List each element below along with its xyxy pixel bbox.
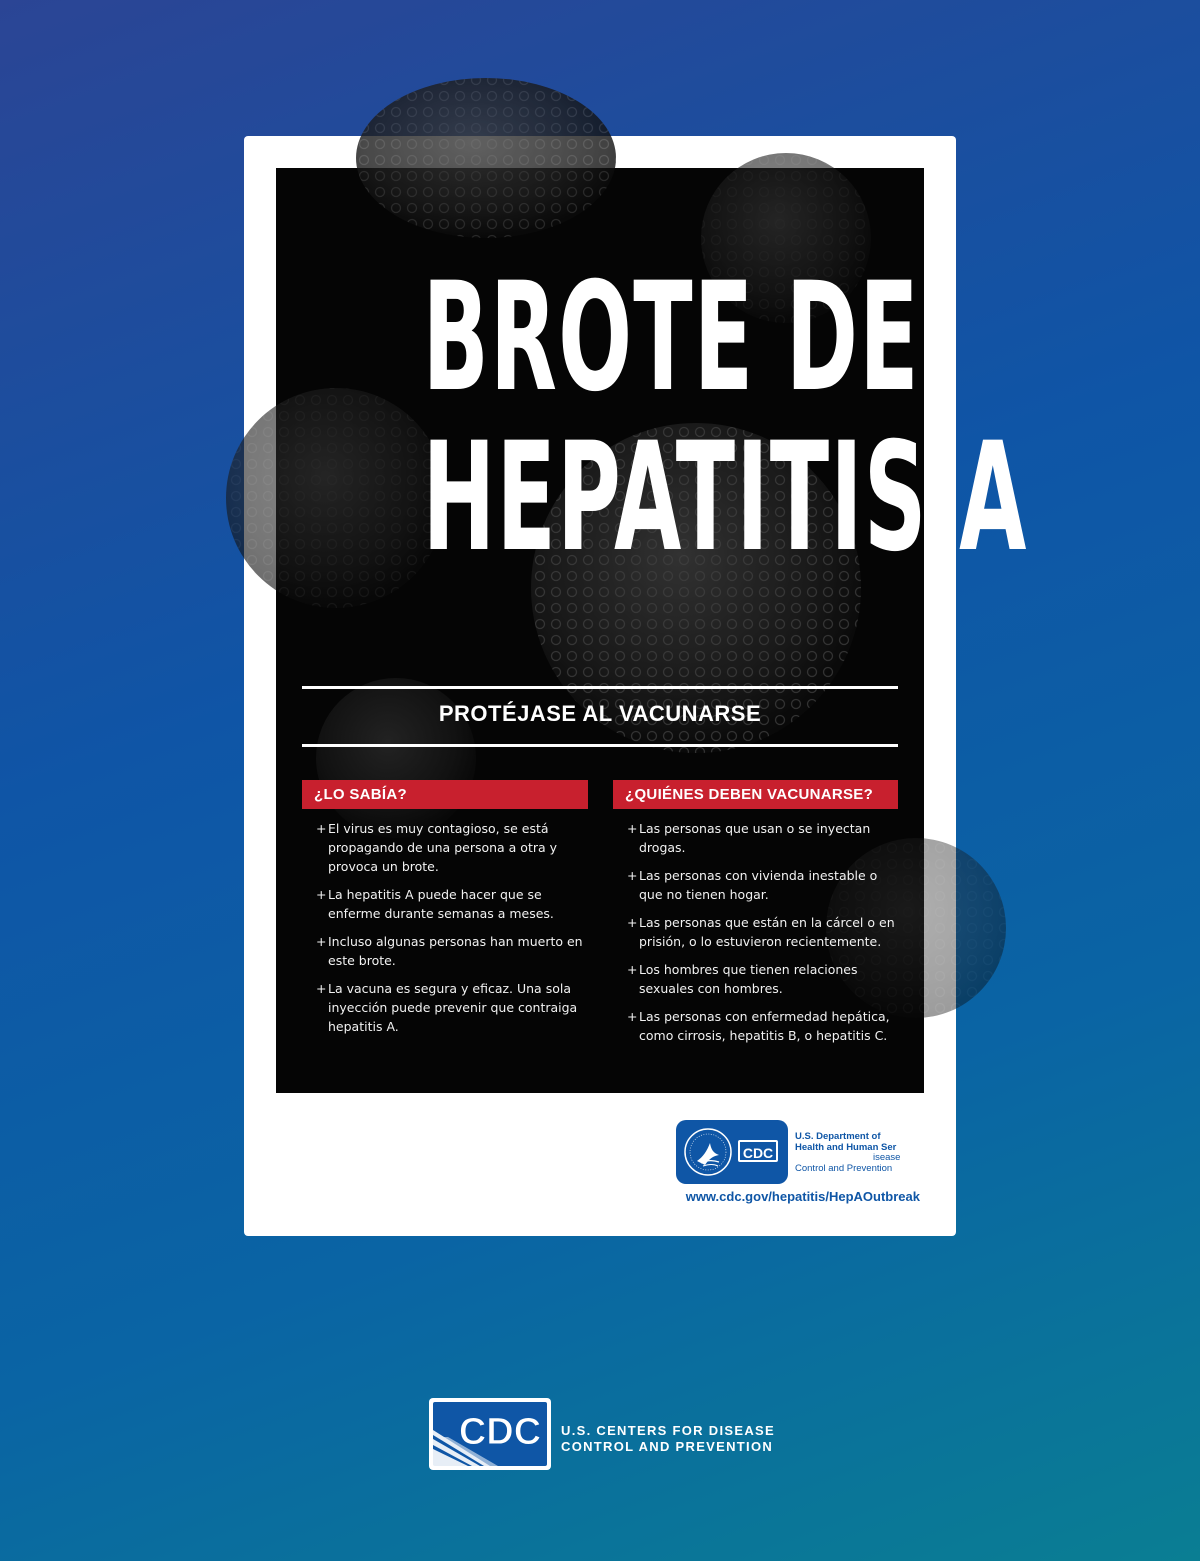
plus-icon: + (316, 981, 327, 996)
cdc-org-line-1: U.S. CENTERS FOR DISEASE (561, 1423, 775, 1438)
hhs-cdc-mark: CDC (738, 1140, 778, 1162)
plus-icon: + (627, 915, 638, 930)
list-item: + La vacuna es segura y eficaz. Una sola inyección puede prevenir que contraiga hepatitis A. (316, 981, 578, 1034)
plus-icon: + (316, 821, 327, 836)
plus-icon: + (627, 1009, 638, 1024)
plus-icon: + (627, 962, 638, 977)
cdc-logo-icon (428, 1397, 552, 1471)
outbreak-url-link[interactable]: www.cdc.gov/hepatitis/HepAOutbreak (685, 1189, 920, 1204)
poster-headline (422, 251, 1028, 585)
plus-icon: + (316, 934, 327, 949)
list-item: + Las personas con vivienda inestable o que no tienen hogar. (627, 868, 878, 902)
plus-icon: + (627, 821, 638, 836)
plus-icon: + (627, 868, 638, 883)
poster (276, 168, 1028, 1093)
headline-line-2: HEPATITIS A (422, 411, 1028, 585)
hhs-line-3: isease (873, 1152, 901, 1163)
list-item: + Las personas con enfermedad hepática, como cirrosis, hepatitis B, o hepatitis C. (627, 1009, 890, 1043)
who-should-vaccinate-column (613, 780, 898, 1054)
hhs-line-4: Control and Prevention (795, 1162, 893, 1174)
did-you-know-column (302, 780, 588, 1045)
list-item: + Las personas que usan o se inyectan drogas. (627, 821, 871, 855)
cdc-org-line-2: CONTROL AND PREVENTION (561, 1439, 774, 1454)
hhs-cdc-logo-block (676, 1120, 924, 1184)
hhs-text (795, 1132, 900, 1174)
hhs-line-2: Health and Human Ser (795, 1141, 897, 1153)
virus-particle-top-left (356, 78, 616, 238)
hhs-eagle-icon (683, 1127, 733, 1177)
cdc-org-name (561, 1423, 775, 1455)
list-item: + Incluso algunas personas han muerto en este brote. (316, 934, 583, 968)
headline-line-1: BROTE DE (422, 251, 920, 425)
hhs-line-1: U.S. Department of (795, 1131, 881, 1142)
did-you-know-list (302, 819, 588, 1036)
virus-particle-left (226, 388, 446, 608)
cdc-logo-text: CDC (458, 1411, 542, 1453)
list-item: + El virus es muy contagioso, se está propagando de una persona a otra y provoca un brote. (316, 821, 558, 874)
divider-bottom (302, 744, 898, 747)
poster-tagline: PROTÉJASE AL VACUNARSE (438, 701, 762, 726)
who-should-vaccinate-list (613, 819, 898, 1045)
list-item: + La hepatitis A puede hacer que se enferme durante semanas a meses. (316, 887, 554, 921)
poster-frame (244, 136, 1028, 1236)
who-should-vaccinate-header: ¿QUIÉNES DEBEN VACUNARSE? (613, 780, 898, 809)
plus-icon: + (316, 887, 327, 902)
did-you-know-header: ¿LO SABÍA? (302, 780, 588, 809)
list-item: + Los hombres que tienen relaciones sexuales con hombres. (627, 962, 858, 996)
list-item: + Las personas que están en la cárcel o en prisión, o lo estuvieron recientemente. (627, 915, 895, 949)
hhs-logo-box (676, 1120, 788, 1184)
divider-top (302, 686, 898, 689)
